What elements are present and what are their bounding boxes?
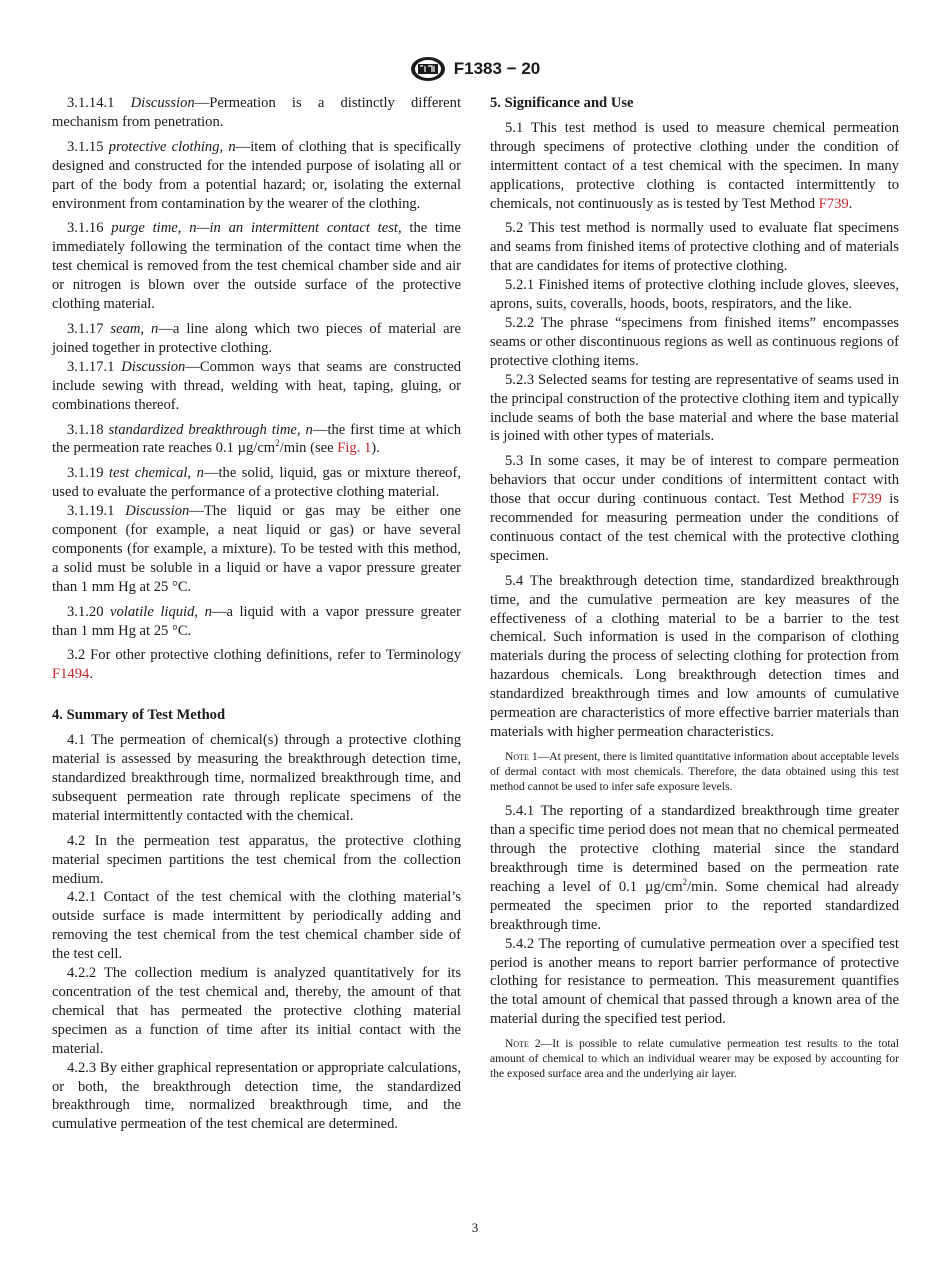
note-2: Note 2—It is possible to relate cumulative permeation test results to the total amount of chemical to which an individual wearer may be exposed by accounting for the exposed surface area and the underlying air layer. — [490, 1037, 899, 1080]
left-column — [52, 94, 461, 1140]
astm-logo-icon — [410, 56, 446, 82]
para-5-4-2: 5.4.2 The reporting of cumulative permeation over a specified test period is another means to report barrier performance of protective clothing for resistance to permeation. This measurement quantifies the total amount of chemical that passed through a known area of the material during the specified test period. — [490, 935, 899, 1028]
para-3-1-16: 3.1.16 purge time, n—in an intermittent contact test, the time immediately following the termination of the contact time when the test chemical is removed from the test chemical chamber side and air or nitrogen is blown over the outside surface of the protective clothing material. — [52, 220, 461, 313]
note-1: Note 1—At present, there is limited quantitative information about acceptable levels of dermal contact with most chemicals. Therefore, the data obtained using this test method cannot be used to infer safe exposure levels. — [490, 749, 899, 793]
f739-link-2[interactable]: F739 — [851, 491, 882, 508]
para-4-2-3: 4.2.3 By either graphical representation or appropriate calculations, or both, the breakthrough detection time, the standardized breakthrough time, normalized breakthrough time, and the cumulative permeation of the test chemical are determined. — [52, 1059, 461, 1133]
f1494-link[interactable]: F1494 — [52, 666, 90, 683]
para-5-4-1: 5.4.1 The reporting of a standardized breakthrough time greater than a specific time period does not mean that no chemical permeated through the protective clothing material since the standard breakthrough time is determined based on the permeation rate reaching a level of 0.1 $\mu g/cm^2/\min$. Some chemical had already permeated the specimen prior to the reported standardized breakthrough time. — [490, 803, 900, 933]
fig-1-link[interactable]: Fig. 1 — [337, 440, 372, 457]
para-3-1-17: 3.1.17 seam, n—a line along which two pieces of material are joined together in protective clothing. — [52, 320, 461, 356]
para-5-2-3: 5.2.3 Selected seams for testing are representative of seams used in the principal construction of the protective clothing item and typically include seams of both the base material and where the base material is joined with other types of materials. — [490, 371, 899, 445]
para-5-2-1: 5.2.1 Finished items of protective clothing include gloves, sleeves, aprons, suits, coveralls, hoods, boots, respirators, and the like. — [490, 277, 899, 313]
para-3-1-18: 3.1.18 standardized breakthrough time, n—the first time at which the permeation rate reaches 0.1 $\mu g/cm^2/\min$ (see Fig. 1). — [52, 421, 461, 457]
para-4-2: 4.2 In the permeation test apparatus, the protective clothing material specimen partitions the test chemical from the collection medium. — [52, 832, 461, 887]
para-5-1: 5.1 This test method is used to measure chemical permeation through specimens of protective clothing under the condition of intermittent contact of a test chemical with the specimen. In many applications, protective clothing is contacted intermittently to chemicals, not continuously as is tested by Test Method F739. — [490, 119, 899, 212]
section-4-heading: 4. Summary of Test Method — [52, 707, 226, 724]
para-4-2-1: 4.2.1 Contact of the test chemical with the clothing material’s outside surface is made intermittent by periodically adding and removing the test chemical from the test chemical chamber side of the test cell. — [52, 889, 461, 963]
para-3-1-19: 3.1.19 test chemical, n—the solid, liquid, gas or mixture thereof, used to evaluate the performance of a protective clothing material. — [52, 465, 461, 501]
para-4-2-2: 4.2.2 The collection medium is analyzed quantitatively for its concentration of the test chemical and, thereby, the amount of that chemical that has permeated the protective clothing material specimen as a function of time after its initial contact with the material. — [52, 965, 461, 1057]
para-3-1-19-1: 3.1.19.1 Discussion—The liquid or gas may be either one component (for example, a neat liquid or gas) or have several components (for example, a mixture). To be tested with this method, a solid must be soluble in a liquid or have a vapor pressure greater than 1 mm Hg at 25 °C. — [52, 503, 461, 595]
page-number: 3 — [471, 1220, 479, 1235]
para-3-1-15: 3.1.15 protective clothing, n—item of clothing that is specifically designed and constructed for the intended purpose of isolating all or part of the body from a potential hazard; or, isolating the external environment from contamination by the wearer of the clothing. — [52, 138, 461, 212]
document-id: F1383 − 20 — [453, 59, 541, 78]
para-3-1-20: 3.1.20 volatile liquid, n—a liquid with a vapor pressure greater than 1 mm Hg at 25 °C. — [52, 603, 461, 639]
section-5-heading: 5. Significance and Use — [490, 95, 634, 111]
right-column — [490, 94, 899, 1090]
para-5-2-2: 5.2.2 The phrase “specimens from finished items” encompasses seams or other discontinuous regions as well as continuous regions of protective clothing items. — [490, 314, 899, 369]
f739-link[interactable]: F739 — [818, 195, 849, 212]
para-3-1-14-1: 3.1.14.1 Discussion—Permeation is a distinctly different mechanism from penetration. — [52, 95, 461, 130]
para-3-1-17-1: 3.1.17.1 Discussion—Common ways that seams are constructed include sewing with thread, welding with heat, taping, gluing, or combinations thereof. — [52, 358, 461, 413]
para-5-3: 5.3 In some cases, it may be of interest to compare permeation behaviors that occur under conditions of intermittent contact with those that occur during continuous contact. Test Method F739 is recommended for measuring permeation under the conditions of continuous contact of the test chemical with the protective clothing specimen. — [490, 453, 899, 564]
page-header — [0, 56, 950, 82]
para-5-4: 5.4 The breakthrough detection time, standardized breakthrough time, and the cumulative permeation are key measures of the effectiveness of a clothing material to be a barrier to the test chemical. Such information is used in the comparison of clothing materials during the process of selecting clothing for protection from hazardous chemicals. Long breakthrough detection times and standardized breakthrough times and low amounts of cumulative permeation are characteristics of more effective barrier materials than materials with higher permeation characteristics. — [490, 572, 899, 740]
para-4-1: 4.1 The permeation of chemical(s) through a protective clothing material is assessed by measuring the breakthrough detection time, standardized breakthrough time, normalized breakthrough time, and subsequent permeation rate through replicate specimens of the material intermittently contacted with the chemical. — [52, 732, 461, 824]
para-3-2: 3.2 For other protective clothing definitions, refer to Terminology F1494. — [52, 647, 461, 683]
para-5-2: 5.2 This test method is normally used to evaluate flat specimens and seams from finished items of protective clothing and of materials that are candidates for items of protective clothing. — [490, 220, 899, 275]
